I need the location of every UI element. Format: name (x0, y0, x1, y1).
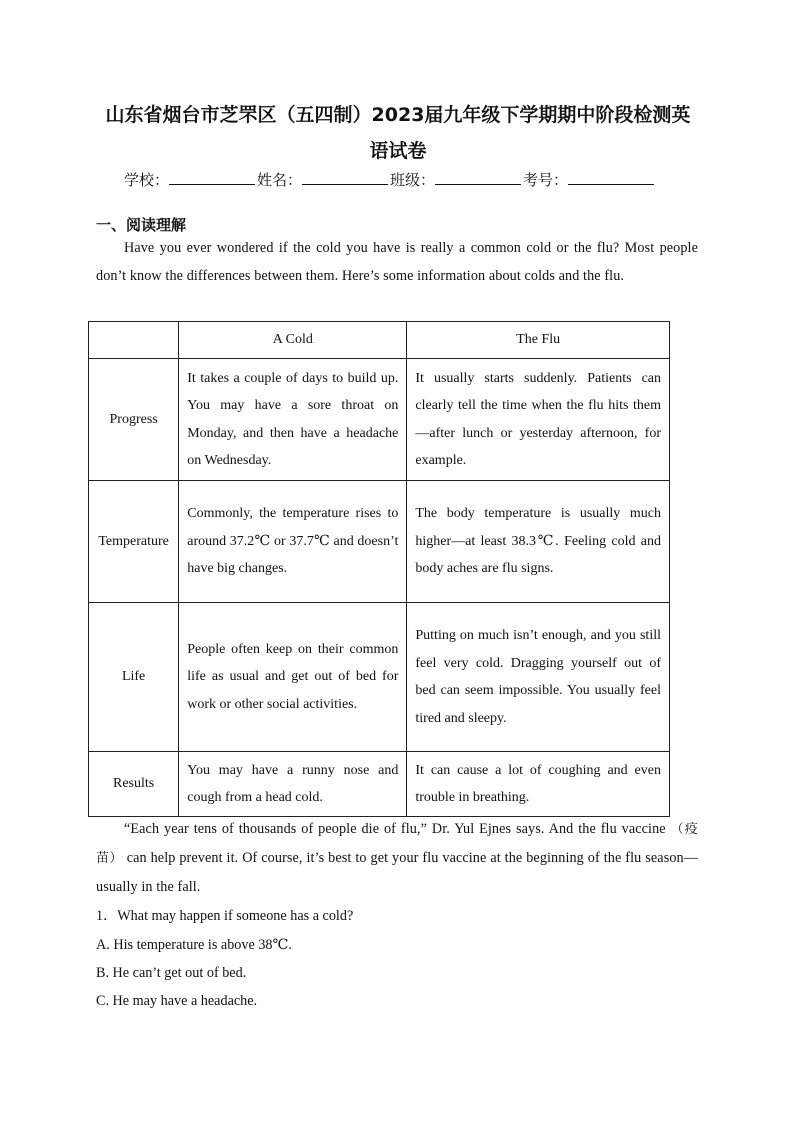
option-c[interactable]: C. He may have a headache. (96, 993, 258, 1009)
passage-intro: Have you ever wondered if the cold you have is really a common cold or the flu? Most people don’t know the differences between them. Here’s some information about colds and the flu. (96, 240, 698, 284)
closing-text-2: can help prevent it. Of course, it’s best to get your flu vaccine at the beginning of the flu season—usually in the fall. (96, 850, 699, 895)
row-label: Temperature (89, 481, 179, 603)
cold-cell: You may have a runny nose and cough from a head cold. (179, 752, 407, 817)
class-blank (435, 170, 521, 185)
table-header-row (89, 322, 670, 359)
cold-cell: Commonly, the temperature rises to around 37.2℃ or 37.7℃ and doesn’t have big changes. (179, 481, 407, 603)
option-a[interactable]: A. His temperature is above 38℃. (96, 937, 292, 953)
question-stem: 1．What may happen if someone has a cold? (96, 908, 354, 924)
row-label: Progress (89, 359, 179, 481)
closing-text-1: “Each year tens of thousands of people die of flu,” Dr. Yul Ejnes says. And the flu vaccine (124, 821, 666, 837)
exam-title-line2: 语试卷 (369, 140, 427, 162)
flu-cell: It can cause a lot of coughing and even trouble in breathing. (407, 752, 670, 817)
name-label: 姓名： (257, 171, 303, 189)
student-info-line (124, 168, 684, 192)
class-label: 班级： (390, 171, 436, 189)
table-row (89, 752, 670, 817)
section-heading: 一、阅读理解 (96, 216, 187, 234)
table-row (89, 603, 670, 752)
table-row (89, 481, 670, 603)
cold-cell: People often keep on their common life as usual and get out of bed for work or other social activities. (179, 603, 407, 752)
vaccine-gloss: （疫苗） (96, 822, 699, 866)
exam-title-line1: 山东省烟台市芝罘区（五四制）2023届九年级下学期期中阶段检测英 (105, 104, 691, 126)
table-header-flu: The Flu (407, 322, 670, 359)
table-header-empty (89, 322, 179, 359)
row-label: Life (89, 603, 179, 752)
passage-closing (96, 815, 698, 901)
flu-cell: It usually starts suddenly. Patients can clearly tell the time when the flu hits them—after lunch or yesterday afternoon, for example. (407, 359, 670, 481)
school-blank (169, 170, 255, 185)
row-label: Results (89, 752, 179, 817)
option-b[interactable]: B. He can’t get out of bed. (96, 965, 247, 981)
flu-cell: The body temperature is usually much higher—at least 38.3℃. Feeling cold and body aches are flu signs. (407, 481, 670, 603)
cold-cell: It takes a couple of days to build up. You may have a sore throat on Monday, and then have a headache on Wednesday. (179, 359, 407, 481)
number-blank (568, 170, 654, 185)
flu-cell: Putting on much isn’t enough, and you still feel very cold. Dragging yourself out of bed can seem impossible. You usually feel tired and sleepy. (407, 603, 670, 752)
name-blank (302, 170, 388, 185)
number-label: 考号： (523, 171, 569, 189)
table-header-cold: A Cold (179, 322, 407, 359)
school-label: 学校： (124, 171, 170, 189)
cold-flu-table (88, 321, 670, 817)
table-row (89, 359, 670, 481)
